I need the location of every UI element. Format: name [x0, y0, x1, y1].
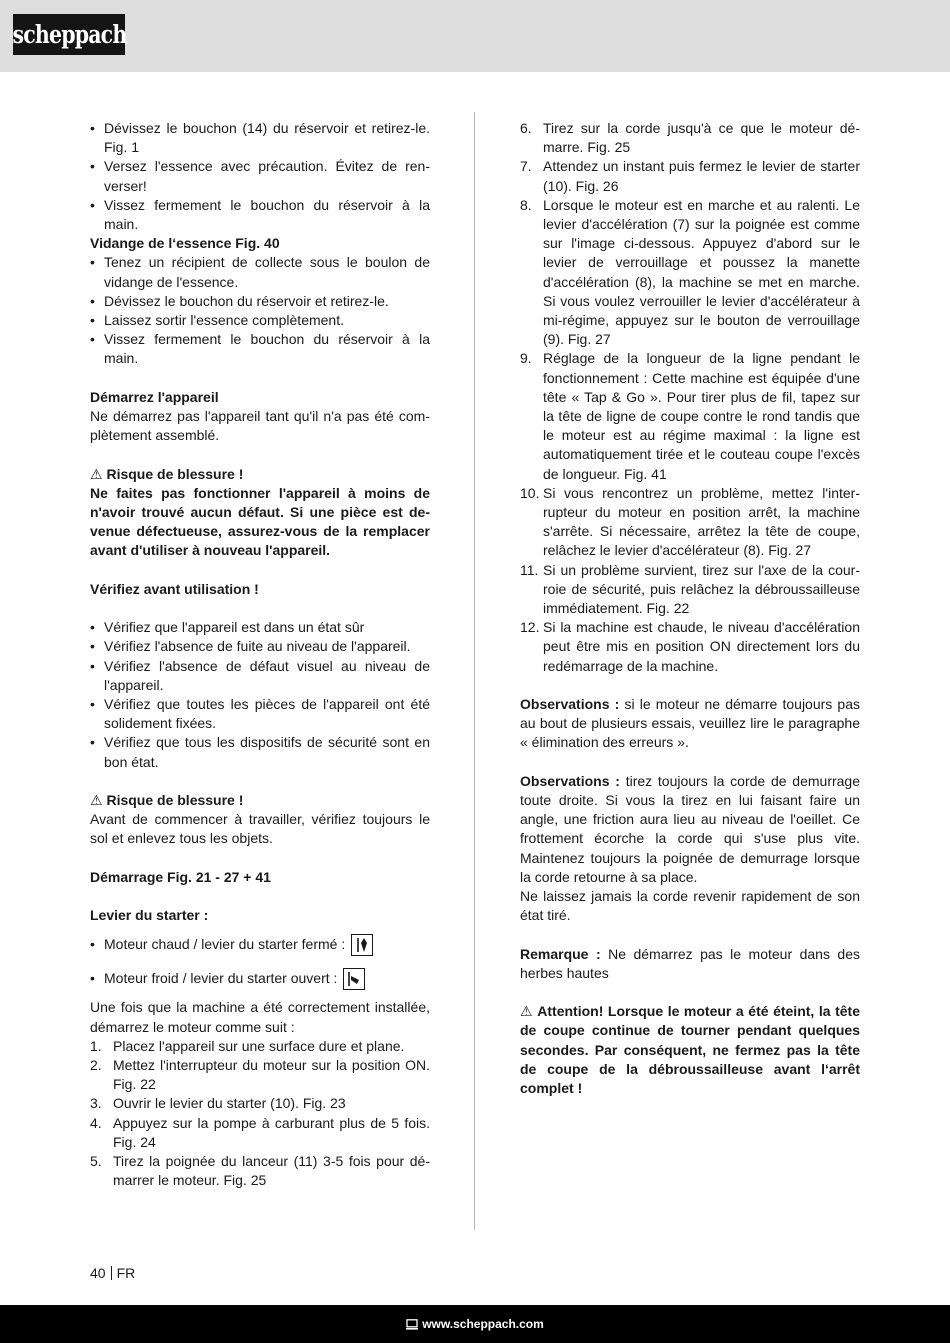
step-text: Attendez un instant puis fermez le levier de starter (10). Fig. 26 [543, 158, 860, 194]
start-heading: Démarrez l'appareil [90, 388, 219, 405]
step-text: Si la machine est chaude, le niveau d'accélération peut être mis en position ON directement lors du redémarrage de la machine. [543, 619, 860, 674]
step-number: 6. [520, 120, 532, 136]
brand-logo[interactable] [13, 14, 125, 55]
check-bullet-list [90, 618, 430, 772]
bullet-item: • Dévissez le bouchon du réservoir et retirez-le. [90, 292, 430, 311]
brand-logo-text: scheppach [12, 20, 126, 49]
step-number: 8. [520, 196, 532, 213]
step-number: 4. [90, 1114, 102, 1131]
warning-1-text: Ne faites pas fonctionner l'appareil à moins de n'avoir trouvé aucun défaut. Si une pièce est devenue défectueuse, assurez-vous de la remplacer avant d'utiliser à nouveau l'appareil. [90, 484, 430, 559]
footer-band [0, 1305, 950, 1343]
warning-2-title [90, 791, 430, 810]
bullet-item: • Versez l'essence avec précaution. Évitez de renverser! [90, 157, 430, 195]
remark-label: Remarque : [520, 945, 601, 962]
step-number: 10. [520, 484, 540, 501]
procedure-intro: Une fois que la machine a été correctement installée, démarrez le moteur comme suit : [90, 999, 430, 1035]
step-text: Tirez la poignée du lanceur (11) 3-5 fois pour démarrer le moteur. Fig. 25 [113, 1153, 430, 1189]
attention-text: Attention! Lorsque le moteur a été éteint, la tête de coupe continue de tourner pendant quelques secondes. Par conséquent, ne fermez pas la tête de coupe de la débroussailleuse avant l‘arrêt complet ! [520, 1003, 860, 1097]
step-text: Ouvrir le levier du starter (10). Fig. 23 [113, 1095, 346, 1112]
bullet-item: • Vérifiez que tous les dispositifs de sécurité sont en bon état. [90, 733, 430, 771]
warning-2-title-text: Risque de blessure ! [106, 792, 244, 809]
choke-closed-icon [351, 934, 373, 956]
left-step-list [90, 1037, 430, 1191]
observation-1-label: Observations : [520, 696, 620, 713]
step-number: 7. [520, 158, 532, 175]
step-text: Réglage de la longueur de la ligne pendant le fonctionnement : Cette machine est équipée d'une tête « Tap & Go ». Pour tirer plus de fil, tapez sur la tête de ligne de coupe contre le rond tandis que le moteur est au régime maximal : la ligne est automatiquement tirée et le couteau coupe l'excès de longueur. Fig. 41 [543, 350, 860, 482]
bullet-item: • Vérifiez que toutes les pièces de l'appareil ont été solidement fixées. [90, 695, 430, 733]
step-text: Mettez l'interrupteur du moteur sur la position ON. Fig. 22 [113, 1057, 430, 1093]
step-text: Tirez sur la corde jusqu'à ce que le moteur démarre. Fig. 25 [543, 120, 860, 156]
remark [520, 945, 860, 983]
page-number-value: 40 [90, 1265, 106, 1281]
step-number: 12. [520, 619, 540, 636]
step-text: Placez l'appareil sur une surface dure et plane. [113, 1037, 405, 1054]
observation-2-text: tirez toujours la corde de demurrage toute droite. Si vous la tirez en lui faisant faire un angle, une friction aura lieu au niveau de l'oeillet. Ce frottement écorche la corde qui s'use plus vite. Maintenez toujours la poignée de demurrage lorsque la corde retourne à sa place. [520, 772, 860, 885]
step-item [520, 157, 860, 195]
step-item [90, 1152, 430, 1190]
step-number: 1. [90, 1037, 102, 1054]
step-text: Si vous rencontrez un problème, mettez l'interrupteur du moteur en position arrêt, la machine s'arrête. Si nécessaire, arrêtez la tête de coupe, relâchez le levier d'accélérateur (8). Fig. 27 [543, 484, 860, 559]
starter-cold-row [90, 964, 430, 993]
warning-1-title [90, 465, 430, 484]
demarrage-heading: Démarrage Fig. 21 - 27 + 41 [90, 868, 271, 885]
monitor-icon [406, 1319, 418, 1330]
starter-cold-text: • Moteur froid / levier du starter ouvert : [104, 970, 338, 987]
warning-icon: ⚠ [90, 792, 103, 809]
page-language: FR [116, 1265, 136, 1281]
choke-open-icon [343, 968, 365, 990]
bullet-item: • Vérifiez l'absence de fuite au niveau de l'appareil. [90, 637, 430, 656]
step-number: 5. [90, 1153, 102, 1170]
observation-1 [520, 695, 860, 753]
step-item [520, 484, 860, 561]
step-text: Lorsque le moteur est en marche et au ralenti. Le levier d'accélération (7) sur la poignée est comme sur l'image ci-dessous. Appuyez d'abord sur le levier de verrouillage et poussez la manette d'accélération (8), la machine se met en marche. Si vous voulez verrouiller le levier d'accélérateur à mi-régime, appuyez sur le bouton de verrouillage (9). Fig. 27 [543, 196, 860, 348]
observation-2 [520, 772, 860, 887]
observation-1-text: si le moteur ne démarre toujours pas au bout de plusieurs essais, veuillez lire le paragraphe « élimination des erreurs ». [520, 696, 861, 751]
step-text: Si un problème survient, tirez sur l'axe de la courroie de sécurité, puis relâchez la débroussailleuse immédiatement. Fig. 22 [543, 561, 860, 617]
observation-2-extra: Ne laissez jamais la corde revenir rapidement de son état tiré. [520, 888, 860, 924]
starter-warm-row [90, 930, 430, 959]
bullet-item: • Vérifiez que l'appareil est dans un état sûr [90, 618, 430, 637]
step-item [520, 618, 860, 676]
intro-bullet-list [90, 119, 430, 234]
attention-warning [520, 1002, 860, 1098]
step-item [520, 561, 860, 619]
bullet-item: • Tenez un récipient de collecte sous le boulon de vidange de l'essence. [90, 253, 430, 291]
warning-icon: ⚠ [90, 465, 103, 482]
step-item [520, 349, 860, 483]
header-band [0, 0, 950, 72]
bullet-item: • Dévissez le bouchon (14) du réservoir et retirez-le. Fig. 1 [90, 119, 430, 157]
step-item [520, 196, 860, 350]
step-item [90, 1114, 430, 1152]
drain-bullet-list [90, 253, 430, 368]
website-link[interactable]: www.scheppach.com [422, 1317, 544, 1331]
start-text: Ne démarrez pas l'appareil tant qu'il n'a pas été complètement assemblé. [90, 408, 430, 444]
step-number: 2. [90, 1057, 102, 1074]
bullet-item: • Laissez sortir l'essence complètement. [90, 311, 430, 330]
right-column [520, 119, 860, 1098]
warning-1-title-text: Risque de blessure ! [106, 465, 244, 482]
step-number: 9. [520, 350, 532, 367]
warning-2-text: Avant de commencer à travailler, vérifiez toujours le sol et enlevez tous les objets. [90, 811, 430, 847]
step-item [90, 1037, 430, 1056]
step-item [90, 1094, 430, 1113]
step-number: 11. [520, 561, 539, 578]
step-number: 3. [90, 1095, 102, 1112]
bullet-item: • Vissez fermement le bouchon du réservoir à la main. [90, 196, 430, 234]
observation-2-label: Observations : [520, 772, 620, 789]
page-number [90, 1265, 135, 1281]
step-item [90, 1056, 430, 1094]
starter-warm-text: • Moteur chaud / levier du starter fermé : [104, 936, 346, 953]
step-item [520, 119, 860, 157]
bullet-item: • Vissez fermement le bouchon du réservoir à la main. [90, 330, 430, 368]
drain-heading: Vidange de l‘essence Fig. 40 [90, 235, 280, 252]
bullet-item: • Vérifiez l'absence de défaut visuel au niveau de l'appareil. [90, 657, 430, 695]
step-text: Appuyez sur la pompe à carburant plus de 5 fois. Fig. 24 [113, 1114, 430, 1150]
column-divider [474, 112, 475, 1230]
warning-icon: ⚠ [520, 1003, 534, 1020]
starter-heading: Levier du starter : [90, 907, 209, 924]
left-column [90, 119, 430, 1190]
right-step-list [520, 119, 860, 676]
remark-text: Ne démarrez pas le moteur dans des herbes hautes [520, 945, 860, 981]
check-heading: Vérifiez avant utilisation ! [90, 580, 259, 597]
